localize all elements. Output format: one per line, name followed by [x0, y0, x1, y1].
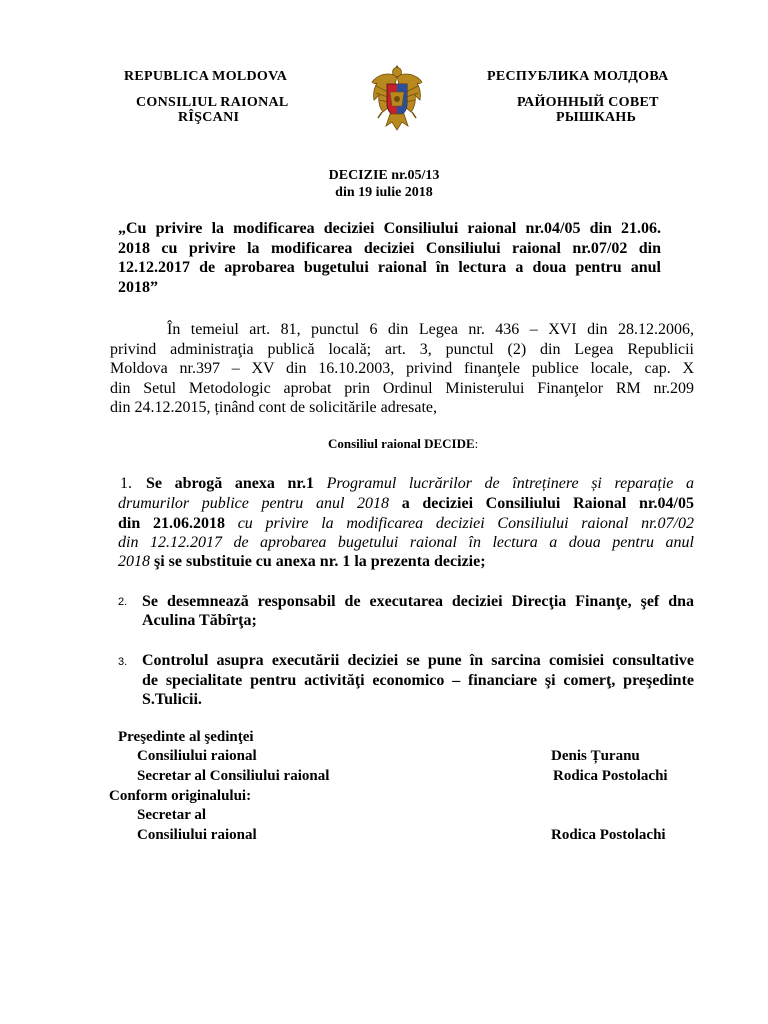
- preamble-line-1: În temeiul art. 81, punctul 6 din Legea nr. 436 – XVI din 28.12.2006,: [167, 321, 694, 338]
- item3-line-3: S.Tulicii.: [142, 691, 202, 708]
- item1-l1-italic: Programul lucrărilor de întreținere și reparație a: [326, 475, 695, 492]
- secretary-name: Rodica Postolachi: [553, 768, 668, 784]
- item3-line-2: de specialitate pentru activităţi economico – financiare şi comerţ, preşedinte: [142, 672, 694, 689]
- title-line-4: 2018”: [118, 279, 158, 296]
- preamble-line-2: privind administraţia publică locală; art. 3, punctul (2) din Legea Republicii: [110, 341, 694, 358]
- item3-number: 3.: [118, 656, 128, 668]
- item2-line-1: Se desemnează responsabil de executarea deciziei Direcţia Finanţe, şef dna: [142, 593, 694, 610]
- item1-l2-italic: drumurilor publice pentru anul 2018: [118, 495, 390, 512]
- item1-line-5: [118, 552, 486, 572]
- item1-line-1: [146, 474, 694, 494]
- chair-label-line-2: Consiliului raional: [137, 748, 257, 764]
- preamble-line-5: din 24.12.2015, ținând cont de solicitările adresate,: [110, 399, 438, 416]
- decision-date: din 19 iulie 2018: [335, 185, 433, 200]
- header-right-line3: РЫШКАНЬ: [556, 110, 637, 125]
- decide-heading: [328, 436, 478, 452]
- decide-colon: :: [474, 436, 479, 451]
- header-right-line1: РЕСПУБЛИКА МОЛДОВА: [487, 69, 669, 84]
- item1-l5-bold: şi se substituie cu anexa nr. 1 la prezenta decizie;: [154, 553, 486, 570]
- secretary2-label-line-1: Secretar al: [137, 807, 207, 823]
- item1-number: 1.: [120, 475, 132, 492]
- preamble-line-4: din Setul Metodologic aprobat prin Ordinul Ministerului Finanţelor RM nr.209: [110, 380, 694, 397]
- decision-number: DECIZIE nr.05/13: [328, 168, 440, 183]
- header-left-line3: RÎŞCANI: [178, 110, 240, 125]
- item1-l2-bold: a deciziei Consiliului Raional nr.04/05: [389, 495, 694, 512]
- item1-line-2: [118, 494, 694, 514]
- item1-l3-italic: cu privire la modificarea deciziei Consiliului raional nr.07/02: [237, 515, 695, 532]
- item2-line-2: Aculina Tăbîrţa;: [142, 612, 257, 629]
- item1-line-4: din 12.12.2017 de aprobarea bugetului raional în lectura a doua pentru anul: [118, 534, 694, 551]
- secretary-label: Secretar al Consiliului raional: [137, 768, 330, 784]
- conform-label: Conform originalului:: [109, 788, 252, 804]
- coat-of-arms-icon: [368, 62, 426, 134]
- header-right-line2: РАЙОННЫЙ СОВЕТ: [517, 95, 659, 110]
- header-left-line1: REPUBLICA MOLDOVA: [124, 69, 288, 84]
- secretary2-label-line-2: Consiliului raional: [137, 827, 257, 843]
- header-left-line2: CONSILIUL RAIONAL: [136, 95, 289, 110]
- item2-number: 2.: [118, 596, 128, 608]
- item1-l1-bold: Se abrogă anexa nr.1: [146, 475, 327, 492]
- preamble-line-3: Moldova nr.397 – XV din 16.10.2003, privind finanţele publice locale, cap. X: [110, 360, 694, 377]
- chair-name: Denis Țuranu: [551, 748, 640, 764]
- title-line-3: 12.12.2017 de aprobarea bugetului raional în lectura a doua pentru anul: [118, 259, 661, 276]
- secretary2-name: Rodica Postolachi: [551, 827, 666, 843]
- item3-line-1: Controlul asupra executării deciziei se pune în sarcina comisiei consultative: [142, 652, 694, 669]
- title-line-2: 2018 cu privire la modificarea deciziei Consiliului raional nr.07/02 din: [118, 240, 661, 257]
- item1-line-3: [118, 514, 694, 534]
- item1-l3-bold: din 21.06.2018: [118, 515, 238, 532]
- decide-text: Consiliul raional DECIDE: [328, 436, 475, 451]
- item1-l5-italic: 2018: [118, 553, 154, 570]
- chair-label-line-1: Preşedinte al şedinţei: [118, 729, 254, 745]
- title-line-1: „Cu privire la modificarea deciziei Consiliului raional nr.04/05 din 21.06.: [118, 220, 661, 237]
